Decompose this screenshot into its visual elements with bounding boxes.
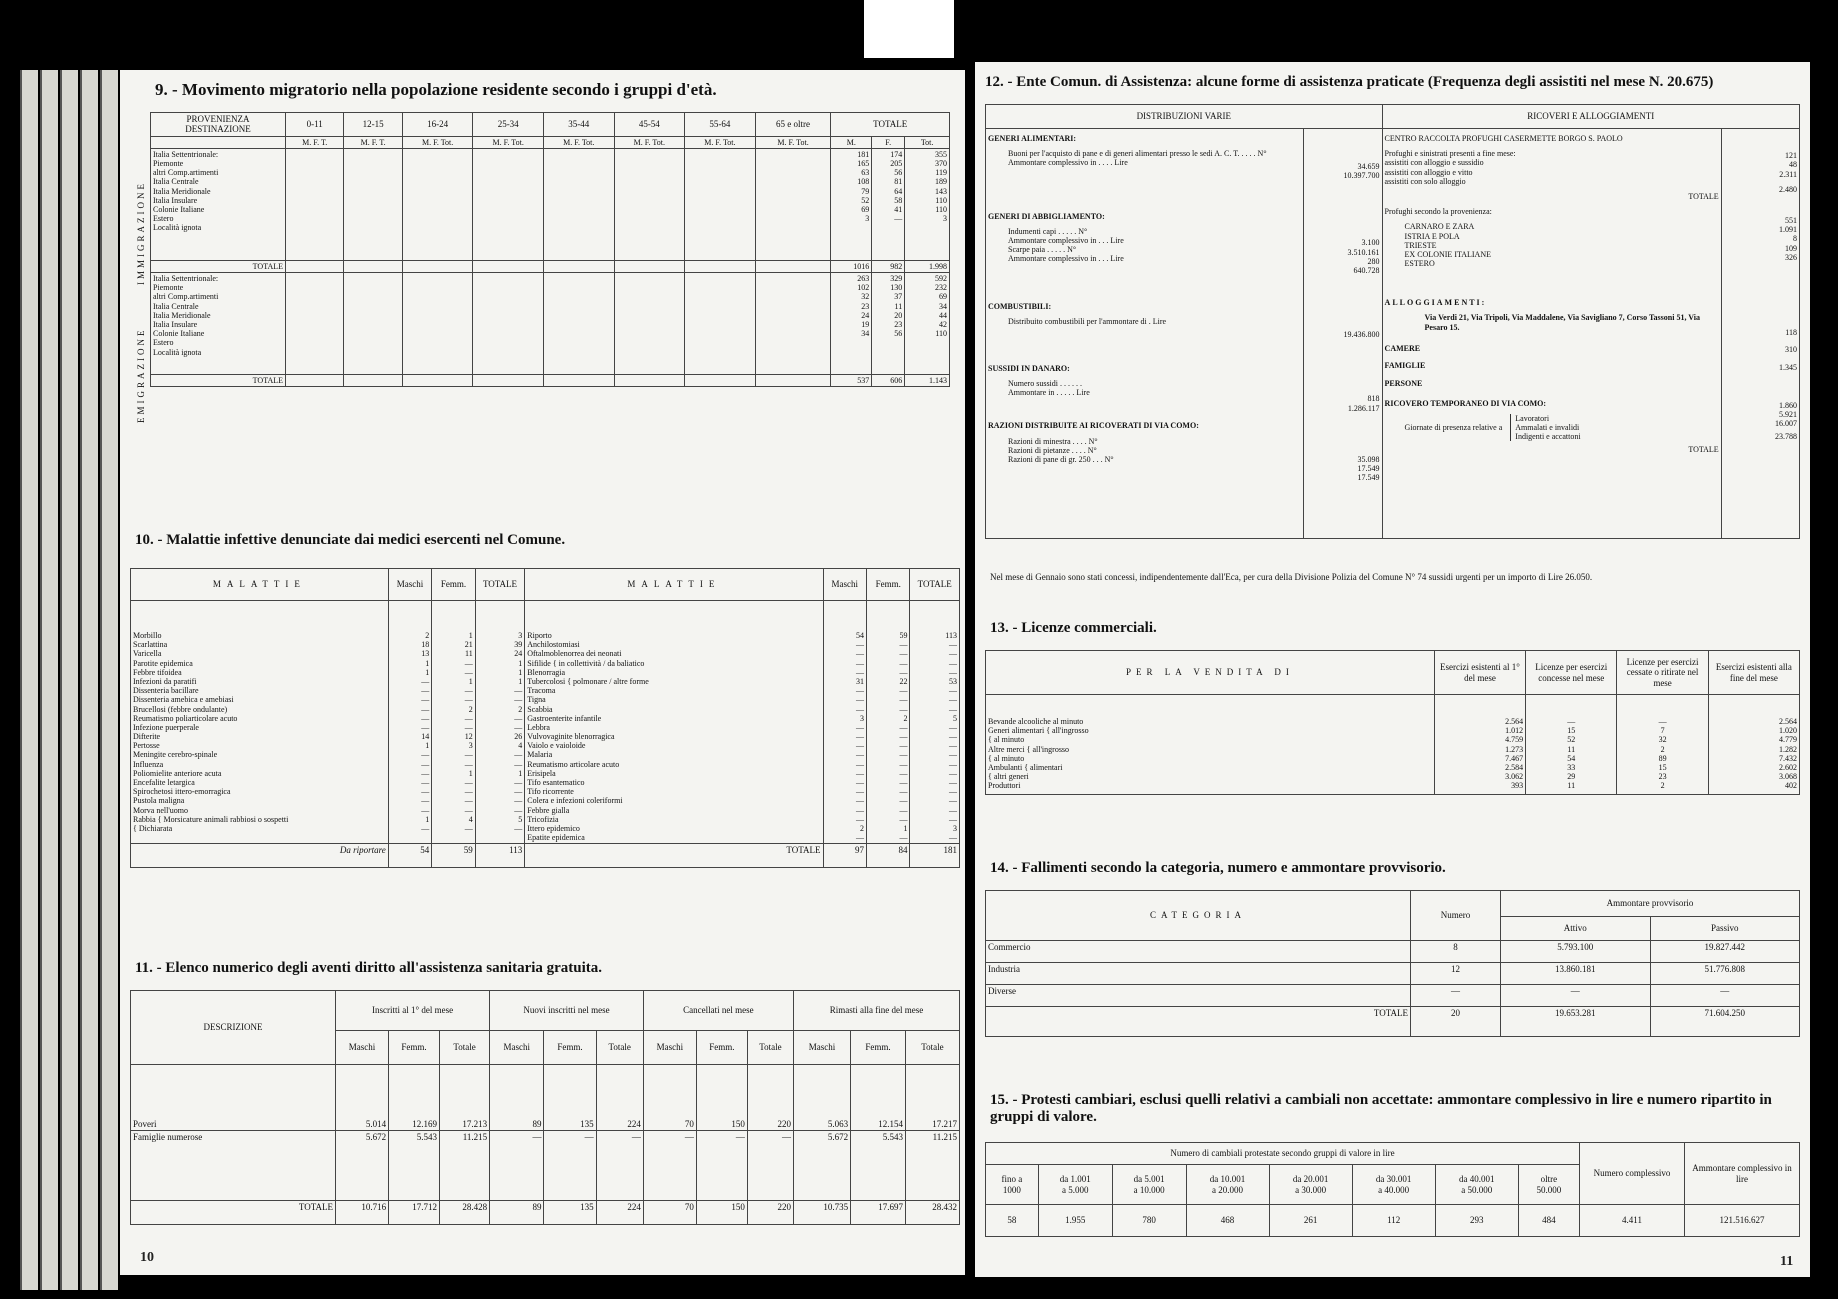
health-assistance-table: DESCRIZIONE Inscritti al 1° del mese Nuovi inscritti nel mese Cancellati nel mese Rimasti alla fine del mese Maschi Femm. Totale Maschi Femm. Totale Maschi Femm. Totale Maschi Femm. Totale Poveri 5.014 12.169 17.213 89 135 224 70 150 220 5.063 12.154 17.217 Famiglie numerose 5.672 5.543 11.215 — — — — — — 5.672 5.543 11.215 TOTALE 10.716 17.712 28.428 89 135 224 70 150 220 10.735 17.697 28.432: [130, 990, 960, 1225]
presence-days-values: 1.860 5.921 16.007: [1775, 400, 1797, 429]
table-row: Diverse — — —: [986, 985, 1800, 1007]
section-9-title: 9. - Movimento migratorio nella popolazione residente secondo i gruppi d'età.: [155, 80, 717, 99]
section-14-title: 14. - Fallimenti secondo la categoria, numero e ammontare provvisorio.: [990, 860, 1446, 876]
age-group-header: 0-11: [286, 113, 344, 137]
emigration-rows: Italia Settentrionale: Piemonte altri Comp.artimenti Italia Centrale Italia Meridionale Italia Insulare Colonie Italiane Estero Località ignota: [151, 273, 286, 375]
lodging-addresses: Via Verdi 21, Via Tripoli, Via Maddalene, Via Savigliano 7, Corso Tassoni 51, Via Pesaro 15.: [1424, 313, 1701, 332]
refugee-total: 2.480: [1779, 184, 1797, 194]
col-header-female: Femm.: [432, 569, 475, 601]
page-edge: [20, 70, 38, 1290]
sub-header: M. F. Tot.: [685, 136, 756, 148]
table-row: Famiglie numerose 5.672 5.543 11.215 — — — — — — 5.672 5.543 11.215: [131, 1131, 960, 1201]
table-row: Poveri 5.014 12.169 17.213 89 135 224 70 150 220 5.063 12.154 17.217: [131, 1065, 960, 1131]
age-group-header: TOTALE: [831, 113, 950, 137]
imm-f-column: 174 205 56 81 64 58 41 —: [872, 148, 905, 260]
col-header-amount: Ammontare provvisorio: [1501, 891, 1800, 917]
group-header: Rimasti alla fine del mese: [793, 991, 959, 1031]
rations-heading: RAZIONI DISTRIBUITE AI RICOVERATI DI VIA COMO:: [988, 421, 1199, 431]
sub-header: M. F. Tot.: [614, 136, 685, 148]
section-12-title: 12. - Ente Comun. di Assistenza: alcune forme di assistenza praticate (Frequenza degli assistiti nel mese N. 20.675): [985, 74, 1714, 90]
imm-t-column: 355 370 119 189 143 110 110 3: [905, 148, 950, 260]
col-header-diseases: MALATTIE: [525, 569, 823, 601]
disease-male-right: 54 — — — — 31 — — — 3 — — — — — — — — — — — 2 —: [823, 601, 866, 844]
assistance-table: [985, 104, 1800, 539]
col-header-total: TOTALE: [475, 569, 525, 601]
col-header-male: Maschi: [823, 569, 866, 601]
col-header-description: DESCRIZIONE: [131, 991, 336, 1065]
page-edge: [80, 70, 98, 1290]
diseases-table: [130, 568, 960, 868]
emi-m-column: 263 102 32 23 24 19 34: [831, 273, 872, 375]
col-header-value-groups: Numero di cambiali protestate secondo gruppi di valore in lire: [986, 1143, 1580, 1165]
section-12-note: Nel mese di Gennaio sono stati concessi, indipendentemente dall'Eca, per cura della Divisione Polizia del Comune N° 74 sussidi urgenti per un importo di Lire 26.050.: [990, 572, 1593, 582]
emi-f-column: 329 130 37 11 20 23 56: [872, 273, 905, 375]
presence-days-label: Giornate di presenza relative a: [1404, 422, 1503, 432]
sub-header: M. F. T.: [344, 136, 402, 148]
clothing-values: 3.100 3.510.161 280 640.728: [1347, 238, 1380, 275]
emi-total-label: TOTALE: [151, 375, 286, 387]
col-header-distributions: DISTRIBUZIONI VARIE: [986, 105, 1383, 129]
clothing-heading: GENERI DI ABBIGLIAMENTO:: [988, 211, 1105, 221]
age-group-header: 12-15: [344, 113, 402, 137]
sub-header: M. F. T.: [286, 136, 344, 148]
sub-header: M. F. Tot.: [543, 136, 614, 148]
diseases-total-female: 84: [866, 844, 909, 868]
fuel-row: Distribuito combustibili per l'ammontare di . Lire: [1008, 316, 1167, 326]
col-header-assets: Attivo: [1501, 917, 1651, 941]
group-header: Cancellati nel mese: [643, 991, 793, 1031]
col-header-female: Femm.: [866, 569, 909, 601]
refugee-total-label: TOTALE: [1688, 191, 1719, 201]
age-group-header: 16-24: [402, 113, 473, 137]
emigration-label: EMIGRAZIONE: [136, 327, 146, 423]
licenses-start: 2.564 1.012 4.759 1.273 7.467 2.584 3.062 393: [1434, 695, 1525, 795]
refugee-rows: Profughi e sinistrati presenti a fine mese: assistiti con alloggio e sussidio assistiti con alloggio e vitto assistiti con solo alloggio: [1384, 149, 1516, 186]
refugee-values: 121 48 2.311: [1779, 151, 1797, 179]
rations-rows: Razioni di minestra . . . . N° Razioni di pietanze . . . . N° Razioni di pane di gr. 250 . . . N°: [1008, 436, 1114, 464]
imm-total-label: TOTALE: [151, 260, 286, 272]
subsidies-values: 818 1.286.117: [1347, 394, 1380, 413]
emi-total-f: 606: [872, 375, 905, 387]
presence-days-rows: Lavoratori Ammalati e invalidi Indigenti e accattoni: [1510, 414, 1580, 442]
diseases-total-male: 97: [823, 844, 866, 868]
col-header-total: TOTALE: [910, 569, 960, 601]
emi-total-m: 537: [831, 375, 872, 387]
protests-table: Numero di cambiali protestate secondo gruppi di valore in lire Numero complessivo Ammontare complessivo in lire fino a 1000 da 1.001 a 5.000 da 5.001 a 10.000 da 10.001 a 20.000 da 20.001 a 30.000 da 30.001 a 40.000 da 40.001 a 50.000 oltre 50.000 58 1.955 780 468 261 112 293 484 4.411 121.516.627: [985, 1142, 1800, 1237]
group-header: Nuovi inscritti nel mese: [490, 991, 644, 1031]
col-header-shelters: RICOVERI E ALLOGGIAMENTI: [1382, 105, 1799, 129]
col-header-category: CATEGORIA: [986, 891, 1411, 941]
page-edge: [60, 70, 78, 1290]
col-header-total-number: Numero complessivo: [1580, 1143, 1685, 1205]
disease-total-left: 3 39 24 1 1 1 — — 2 — — 26 4 — — 1 — — — — 5 —: [475, 601, 525, 844]
carry-female: 59: [432, 844, 475, 868]
page-number-right: 11: [1780, 1254, 1794, 1269]
disease-male-left: 2 18 13 1 1 — — — — — — 14 1 — — — — — — — 1 —: [388, 601, 431, 844]
page-edge: [100, 70, 118, 1290]
section-15-title: 15. - Protesti cambiari, esclusi quelli relativi a cambiali non accettate: ammontare complessivo in lire e numero ripartito in gruppi di valore.: [990, 1092, 1772, 1125]
table-row: Commercio 8 5.793.100 19.827.442: [986, 941, 1800, 963]
carry-male: 54: [388, 844, 431, 868]
age-group-header: 55-64: [685, 113, 756, 137]
imm-total-f: 982: [872, 260, 905, 272]
clothing-rows: Indumenti capi . . . . . N° Ammontare complessivo in . . . Lire Scarpe paia . . . . . N° Ammontare complessivo in . . . Lire: [1008, 226, 1124, 264]
migration-table: PROVENIENZA DESTINAZIONE 0-11 12-15 16-24 25-34 35-44 45-54 55-64 65 e oltre TOTALE M. F. T. M. F. T. M. F. Tot. M. F. Tot. M. F. Tot. M. F. Tot. M. F. Tot. M. F. Tot. M. F. Tot. Italia Settentrionale: Piemonte altri Comp.artimenti Italia Centrale Italia Meridionale Italia Insulare Colonie Italiane Estero Località ignota 181 165 63 108 79 52 69 3 174 205 56 81 64 58 41 — 355 370 119 189 143 110 110 3 TOTALE 1016 982 1.998 Italia Settentrionale: Piemonte altri Comp.artimenti Italia Centrale Italia Meridionale Italia Insulare Colonie Italiane Estero Località ignota 263 102 32 23 24 19 34 329 130 37 11 20 23 56 592 232 69 34 44 42 110 TOTALE 537 606 1.143: [150, 112, 950, 387]
licenses-granted: — 15 52 11 54 33 29 11: [1526, 695, 1617, 795]
food-values: 34.659 10.397.700: [1343, 162, 1380, 181]
section-10-title: 10. - Malattie infettive denunciate dai medici esercenti nel Comune.: [135, 532, 566, 548]
lodging-rows: CAMERE FAMIGLIE PERSONE: [1384, 343, 1426, 388]
age-group-header: 65 e oltre: [755, 113, 831, 137]
sub-header: M. F. Tot.: [473, 136, 544, 148]
disease-total-right: 113 — — — — 53 — — — 5 — — — — — — — — — — — 3 —: [910, 601, 960, 844]
license-categories: Bevande alcooliche al minuto Generi alimentari { all'ingrosso { al minuto Altre merci { all'ingrosso { al minuto Ambulanti { alimentari { altri generi Produttori: [986, 695, 1435, 795]
presence-total: 23.788: [1775, 432, 1797, 442]
lodging-values: 118 310 1.345: [1779, 327, 1797, 373]
licenses-end: 2.564 1.020 4.779 1.282 7.432 2.602 3.068 402: [1708, 695, 1799, 795]
imm-total-t: 1.998: [905, 260, 950, 272]
imm-m-column: 181 165 63 108 79 52 69 3: [831, 148, 872, 260]
subsidies-rows: Numero sussidi . . . . . . Ammontare in . . . . . Lire: [1008, 379, 1090, 398]
col-header-number: Numero: [1411, 891, 1501, 941]
col-header-total-amount: Ammontare complessivo in lire: [1685, 1143, 1800, 1205]
section-11-title: 11. - Elenco numerico degli aventi diritto all'assistenza sanitaria gratuita.: [135, 960, 603, 976]
table-row: Industria 12 13.860.181 51.776.808: [986, 963, 1800, 985]
imm-total-m: 1016: [831, 260, 872, 272]
page-tab: [864, 0, 954, 58]
page-number-left: 10: [140, 1250, 154, 1265]
food-heading: GENERI ALIMENTARI:: [988, 134, 1077, 143]
temp-shelter-heading: RICOVERO TEMPORANEO DI VIA COMO:: [1384, 398, 1547, 408]
left-page: [120, 70, 965, 1275]
age-group-header: 25-34: [473, 113, 544, 137]
origin-values: 551 1.091 8 109 326: [1779, 215, 1797, 262]
section-13-title: 13. - Licenze commerciali.: [990, 620, 1157, 636]
licenses-ceased: — 7 32 2 89 15 23 2: [1617, 695, 1708, 795]
fuel-value: 19.436.800: [1343, 330, 1380, 340]
right-page: [975, 62, 1810, 1277]
fuel-heading: COMBUSTIBILI:: [988, 301, 1052, 311]
table-total-row: TOTALE 20 19.653.281 71.604.250: [986, 1007, 1800, 1037]
disease-names-right: Riporto Anchilostomiasi Oftalmoblenorrea dei neonati Sifilide { in collettività / da baliatico Blenorragia Tubercolosi { polmonare / altre forme Tracoma Tigna Scabbia Gastroenterite infantile Lebbra Vulvovaginite blenorragica Vaiolo e vaioloide Malaria Reumatismo articolare acuto Erisipela Tifo esantematico Tifo ricorrente Colera e infezioni coleriformi Febbre gialla Tricofizia Ittero epidemico Epatite epidemica: [525, 601, 823, 844]
presence-total-label: TOTALE: [1688, 445, 1719, 455]
page-edge: [40, 70, 58, 1290]
licenses-table: PER LA VENDITA DI Esercizi esistenti al 1° del mese Licenze per esercizi concesse nel mese Licenze per esercizi cessate o ritirate nel mese Esercizi esistenti alla fine del mese Bevande alcooliche al minuto Generi alimentari { all'ingrosso { al minuto Altre merci { all'ingrosso { al minuto Ambulanti { alimentari { altri generi Produttori 2.564 1.012 4.759 1.273 7.467 2.584 3.062 393 — 15 52 11 54 33 29 11 — 7 32 2 89 15 23 2 2.564 1.020 4.779 1.282 7.432 2.602 3.068 402: [985, 650, 1800, 795]
disease-female-left: 1 21 11 — — 1 — — 2 — — 12 3 — — 1 — — — — 4 —: [432, 601, 475, 844]
immigration-label: IMMIGRAZIONE: [136, 181, 146, 285]
diseases-total-label: TOTALE: [525, 844, 823, 868]
disease-names-left: Morbillo Scarlattina Varicella Parotite epidemica Febbre tifoidea Infezioni da paratifi Dissenteria bacillare Dissenteria amebica e amebiasi Brucellosi (febbre ondulante) Reumatismo poliarticolare acuto Infezione puerperale Difterite Pertosse Meningite cerebro-spinale Influenza Poliomielite anteriore acuta Encefalite letargica Spirochetosi ittero-emorragica Pustola maligna Morva nell'uomo Rabbia { Morsicature animali rabbiosi o sospetti { Dichiarata: [131, 601, 389, 844]
emi-t-column: 592 232 69 34 44 42 110: [905, 273, 950, 375]
sub-header: M. F. Tot.: [402, 136, 473, 148]
rations-values: 35.098 17.549 17.549: [1357, 454, 1380, 483]
refugee-center: CENTRO RACCOLTA PROFUGHI CASERMETTE BORGO S. PAOLO: [1384, 134, 1623, 143]
sub-header: M. F. Tot.: [755, 136, 831, 148]
immigration-rows: Italia Settentrionale: Piemonte altri Comp.artimenti Italia Centrale Italia Meridionale Italia Insulare Colonie Italiane Estero Località ignota: [151, 148, 286, 260]
subsidies-heading: SUSSIDI IN DANARO:: [988, 363, 1070, 373]
carry-total: 113: [475, 844, 525, 868]
col-header-sale: PER LA VENDITA DI: [986, 651, 1435, 695]
col-header-provenance: PROVENIENZA DESTINAZIONE: [151, 113, 286, 137]
col-header-male: Maschi: [388, 569, 431, 601]
col-header-diseases: MALATTIE: [131, 569, 389, 601]
food-rows: Buoni per l'acquisto di pane e di generi alimentari presso le sedi A. C. T. . . . . N° Ammontare complessivo in . . . . Lire: [1008, 149, 1267, 168]
age-group-header: 45-54: [614, 113, 685, 137]
carry-forward-label: Da riportare: [131, 844, 389, 868]
table-total-row: TOTALE 10.716 17.712 28.428 89 135 224 70 150 220 10.735 17.697 28.432: [131, 1201, 960, 1225]
disease-female-right: 59 — — — — 22 — — — 2 — — — — — — — — — — — 1 —: [866, 601, 909, 844]
col-header-liabilities: Passivo: [1650, 917, 1800, 941]
diseases-total-total: 181: [910, 844, 960, 868]
emi-total-t: 1.143: [905, 375, 950, 387]
origin-rows: CARNARO E ZARA ISTRIA E POLA TRIESTE EX COLONIE ITALIANE ESTERO: [1404, 222, 1491, 269]
lodging-heading: ALLOGGIAMENTI:: [1384, 298, 1487, 308]
age-group-header: 35-44: [543, 113, 614, 137]
table-row: 58 1.955 780 468 261 112 293 484 4.411 121.516.627: [986, 1205, 1800, 1237]
group-header: Inscritti al 1° del mese: [336, 991, 490, 1031]
bankruptcy-table: [985, 890, 1800, 1037]
origin-heading: Profughi secondo la provenienza:: [1384, 207, 1492, 217]
